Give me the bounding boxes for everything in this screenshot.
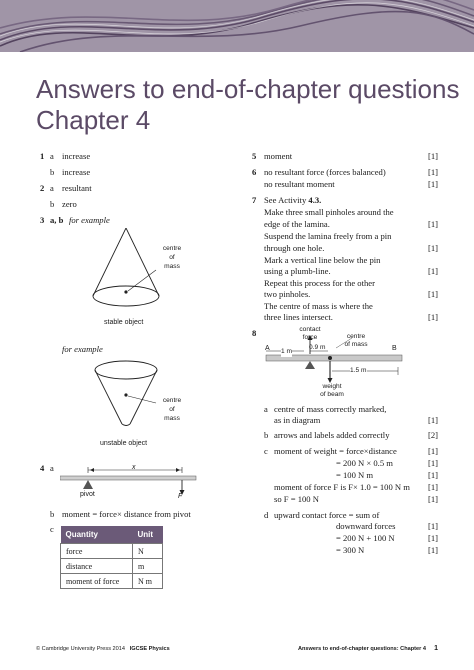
distance-1-5m: 1.5 m <box>350 367 367 374</box>
q1-number: 1 <box>40 151 45 161</box>
beam-end-A: A <box>265 345 270 352</box>
distance-1m: 1 m <box>281 348 292 355</box>
unstable-cone-diagram <box>84 356 214 436</box>
q6-number: 6 <box>252 167 257 177</box>
q1b-letter: b <box>50 167 55 177</box>
q8b-answer: arrows and labels added correctly <box>274 430 390 440</box>
q4b-letter: b <box>50 509 55 519</box>
table-header-unit: Unit <box>133 526 163 544</box>
q7-line: edge of the lamina. <box>264 219 330 229</box>
q8d-line: = 200 N + 100 N <box>336 533 395 543</box>
title-line-2: Chapter 4 <box>36 105 151 135</box>
quantity-unit-table <box>60 526 163 589</box>
table-row <box>61 544 163 559</box>
q6-line1: no resultant force (forces balanced) <box>264 167 386 177</box>
beam-end-B: B <box>392 345 397 352</box>
table-row <box>61 574 163 589</box>
q8d-line: = 300 N <box>336 545 365 555</box>
q7-mark: [1] <box>427 289 438 299</box>
unstable-centre-label: centre of mass <box>162 397 182 422</box>
q8c-mark: [1] <box>427 494 438 504</box>
q8c-mark: [1] <box>427 470 438 480</box>
q7-number: 7 <box>252 195 257 205</box>
q8c-line: moment of force F is F× 1.0 = 100 N m <box>274 482 410 492</box>
table-row <box>61 559 163 574</box>
q5-number: 5 <box>252 151 257 161</box>
q8a-line1: centre of mass correctly marked, <box>274 404 387 414</box>
table-header-quantity: Quantity <box>61 526 133 544</box>
q7-mark: [1] <box>427 243 438 253</box>
lever-pivot-label: pivot <box>80 491 95 498</box>
q4c-letter: c <box>50 524 54 534</box>
q7-line: Mark a vertical line below the pin <box>264 255 381 265</box>
q8c-mark: [1] <box>427 458 438 468</box>
page-number: 1 <box>434 645 438 652</box>
q7-line: three lines intersect. <box>264 312 333 322</box>
q1a-answer: increase <box>62 151 91 161</box>
q5-answer: moment <box>264 151 293 161</box>
q4a-letter: a <box>50 463 54 473</box>
q8c-mark: [1] <box>427 482 438 492</box>
q2a-answer: resultant <box>62 183 92 193</box>
page-footer <box>36 646 438 658</box>
q8d-mark: [1] <box>427 521 438 531</box>
footer-doc-title: Answers to end-of-chapter questions: Chapter 4 <box>297 646 426 652</box>
q8c-line: = 200 N × 0.5 m <box>336 458 393 468</box>
q3-letters: a, b <box>50 215 64 225</box>
q7-see: See Activity 4.3. <box>264 195 322 205</box>
q8d-letter: d <box>264 510 269 520</box>
q7-mark: [1] <box>427 312 438 322</box>
q7-line: Suspend the lamina freely from a pin <box>264 231 392 241</box>
q8d-line: upward contact force = sum of <box>274 510 380 520</box>
table-cell: distance <box>61 559 133 574</box>
q7-line: through one hole. <box>264 243 325 253</box>
q6-mark2: [1] <box>427 179 438 189</box>
q7-line: Make three small pinholes around the <box>264 207 394 217</box>
q1a-letter: a <box>50 151 54 161</box>
q3-second-intro: for example <box>62 344 103 354</box>
q7-line: two pinholes. <box>264 289 311 299</box>
q8d-mark: [1] <box>427 533 438 543</box>
q4-number: 4 <box>40 463 45 473</box>
table-cell: m <box>133 559 163 574</box>
centre-of-mass-label: centre of mass <box>344 333 368 348</box>
decorative-wave-banner <box>0 0 474 52</box>
q8d-mark: [1] <box>427 545 438 555</box>
table-cell: N <box>133 544 163 559</box>
q5-mark: [1] <box>427 151 438 161</box>
q8a-letter: a <box>264 404 268 414</box>
q7-line: using a plumb-line. <box>264 266 331 276</box>
stable-caption: stable object <box>104 319 144 326</box>
q8c-letter: c <box>264 446 268 456</box>
q2b-answer: zero <box>62 199 77 209</box>
q3-number: 3 <box>40 215 45 225</box>
q2b-letter: b <box>50 199 55 209</box>
table-cell: moment of force <box>61 574 133 589</box>
stable-cone-diagram <box>84 228 214 328</box>
q7-line: The centre of mass is where the <box>264 301 373 311</box>
q8c-line: = 100 N m <box>336 470 374 480</box>
stable-centre-label: centre of mass <box>162 245 182 270</box>
q6-line2: no resultant moment <box>264 179 335 189</box>
q8b-mark: [2] <box>427 430 438 440</box>
lever-force-label: F <box>178 493 183 500</box>
page-title <box>36 74 459 136</box>
table-cell: N m <box>133 574 163 589</box>
contact-force-label: contact force <box>299 326 321 341</box>
unstable-centre-dot <box>124 393 127 396</box>
stable-centre-dot <box>124 290 127 293</box>
q1b-answer: increase <box>62 167 91 177</box>
q2a-letter: a <box>50 183 54 193</box>
unstable-caption: unstable object <box>100 440 148 447</box>
table-cell: force <box>61 544 133 559</box>
q7-mark: [1] <box>427 266 438 276</box>
q8a-mark: [1] <box>427 415 438 425</box>
distance-0-9m: 0.9 m <box>309 344 326 351</box>
q2-number: 2 <box>40 183 45 193</box>
footer-copyright: © Cambridge University Press 2014 IGCSE Physics <box>36 646 170 652</box>
q8-number: 8 <box>252 328 257 338</box>
q3-intro: for example <box>69 215 110 225</box>
weight-label: weight of beam <box>320 383 344 398</box>
q7-mark: [1] <box>427 219 438 229</box>
q8c-line: moment of weight = force×distance <box>274 446 397 456</box>
q8c-line: so F = 100 N <box>274 494 319 504</box>
q7-line: Repeat this process for the other <box>264 278 375 288</box>
q4b-answer: moment = force× distance from pivot <box>62 509 191 519</box>
q6-mark1: [1] <box>427 167 438 177</box>
q8d-line: downward forces <box>336 521 396 531</box>
q8c-mark: [1] <box>427 446 438 456</box>
lever-x-label: x <box>132 464 136 471</box>
q8a-line2: as in diagram <box>274 415 321 425</box>
q8b-letter: b <box>264 430 269 440</box>
title-line-1: Answers to end-of-chapter questions <box>36 74 460 104</box>
